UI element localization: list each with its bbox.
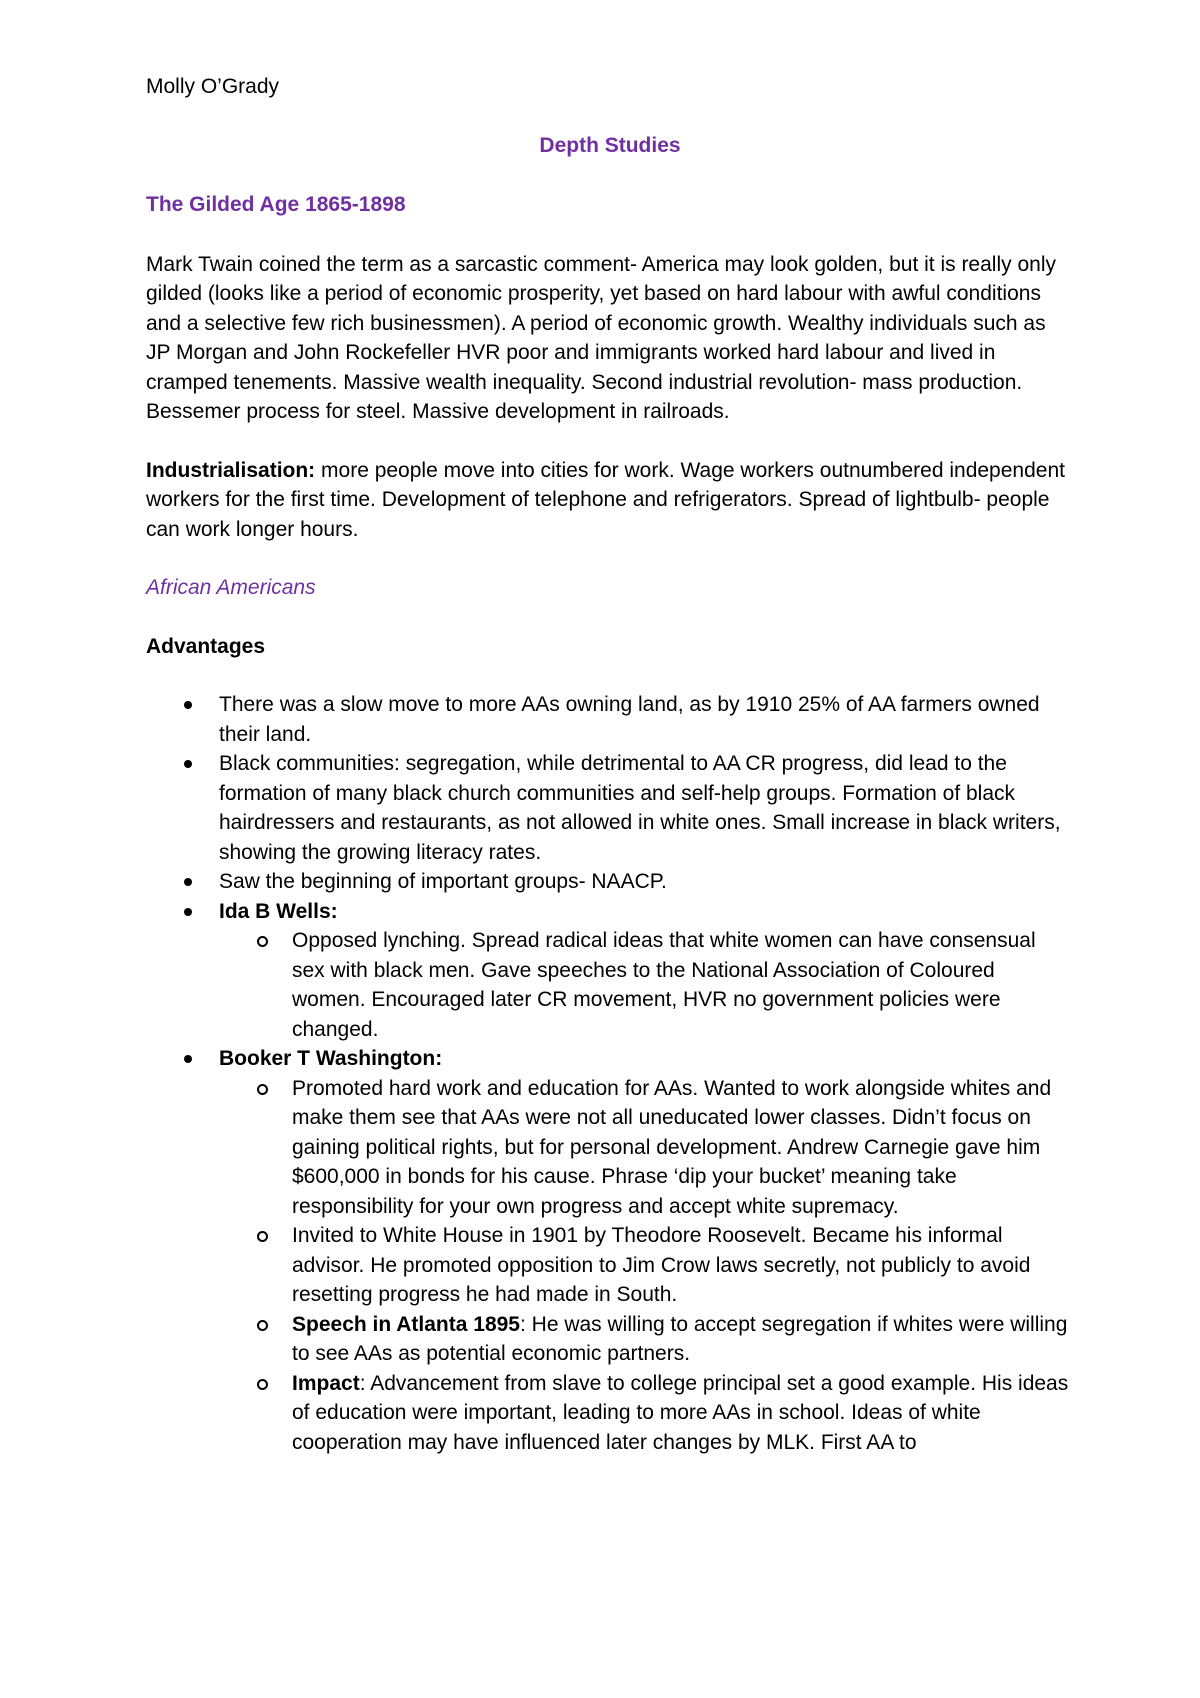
bullet-icon	[184, 878, 192, 886]
bullet-icon	[184, 1055, 192, 1063]
list-item	[146, 690, 1074, 749]
sub-list-item	[219, 1221, 1074, 1310]
industrialisation-label: Industrialisation:	[146, 458, 316, 482]
list-item-text: Black communities: segregation, while detrimental to AA CR progress, did lead to the formation of many black church communities and self-help groups. Formation of black hairdressers and restaurants, as not allowed in white ones. Small increase in black writers, showing the growing literacy rates.	[219, 752, 1061, 864]
bullet-icon	[184, 908, 192, 916]
impact-text: : Advancement from slave to college principal set a good example. His ideas of education were important, leading to more AAs in school. Ideas of white cooperation may have influenced later changes by MLK. First AA to	[292, 1371, 1069, 1454]
bullet-icon	[184, 701, 192, 709]
booker-t-washington-label: Booker T Washington:	[219, 1047, 443, 1070]
circle-bullet-icon	[257, 936, 268, 947]
bullet-icon	[184, 760, 192, 768]
advantages-heading: Advantages	[146, 634, 266, 658]
circle-bullet-icon	[257, 1231, 268, 1242]
sub-list-item-impact	[219, 1369, 1074, 1458]
list-item	[146, 867, 1074, 897]
circle-bullet-icon	[257, 1379, 268, 1390]
sub-list-item-text: Invited to White House in 1901 by Theodore Roosevelt. Became his informal advisor. He promoted opposition to Jim Crow laws secretly, not publicly to avoid resetting progress he had made in South.	[292, 1224, 1031, 1306]
speech-label: Speech in Atlanta 1895	[292, 1312, 520, 1336]
section-heading-gilded-age: The Gilded Age 1865-1898	[146, 193, 406, 216]
sub-list-item-text: Promoted hard work and education for AAs. Wanted to work alongside whites and make them see that AAs were not all uneducated lower classes. Didn’t focus on gaining political rights, but for personal development. Andrew Carnegie gave him $600,000 in bonds for his cause. Phrase ‘dip your bucket’ meaning take responsibility for your own progress and accept white supremacy.	[292, 1076, 1052, 1218]
list-item-text: There was a slow move to more AAs owning land, as by 1910 25% of AA farmers owned their land.	[219, 693, 1040, 746]
sub-list-item-speech	[219, 1310, 1074, 1369]
industrialisation-paragraph	[146, 456, 1074, 545]
speech-text: : He was willing to accept segregation if whites were willing to see AAs as potential economic partners.	[292, 1312, 1068, 1365]
list-item	[146, 749, 1074, 867]
circle-bullet-icon	[257, 1084, 268, 1095]
booker-t-washington-sublist	[219, 1074, 1074, 1458]
ida-b-wells-label: Ida B Wells:	[219, 899, 338, 923]
advantages-list	[146, 690, 1074, 1457]
gilded-age-intro-paragraph: Mark Twain coined the term as a sarcastic comment- America may look golden, but it is really only gilded (looks like a period of economic prosperity, yet based on hard labour with awful conditions and a selective few rich businessmen). A period of economic growth. Wealthy individuals such as JP Morgan and John Rockefeller HVR poor and immigrants worked hard labour and lived in cramped tenements. Massive wealth inequality. Second industrial revolution- mass production. Bessemer process for steel. Massive development in railroads.	[146, 252, 1056, 423]
list-item-booker-t-washington	[146, 1044, 1074, 1457]
list-item-ida-b-wells	[146, 897, 1074, 1045]
sub-list-item	[219, 926, 1074, 1044]
author-name: Molly O’Grady	[146, 75, 280, 98]
sub-list-item-text: Opposed lynching. Spread radical ideas that white women can have consensual sex with black men. Gave speeches to the National Association of Coloured women. Encouraged later CR movement, HVR no government policies were changed.	[292, 929, 1036, 1041]
circle-bullet-icon	[257, 1320, 268, 1331]
document-title: Depth Studies	[539, 133, 681, 157]
industrialisation-text: more people move into cities for work. Wage workers outnumbered independent workers for the first time. Development of telephone and refrigerators. Spread of lightbulb- people can work longer hours.	[146, 458, 1065, 541]
impact-label: Impact	[292, 1371, 360, 1395]
list-item-text: Saw the beginning of important groups- NAACP.	[219, 870, 667, 893]
subsection-heading-african-americans: African Americans	[146, 576, 316, 599]
ida-b-wells-sublist	[219, 926, 1074, 1044]
sub-list-item	[219, 1074, 1074, 1222]
